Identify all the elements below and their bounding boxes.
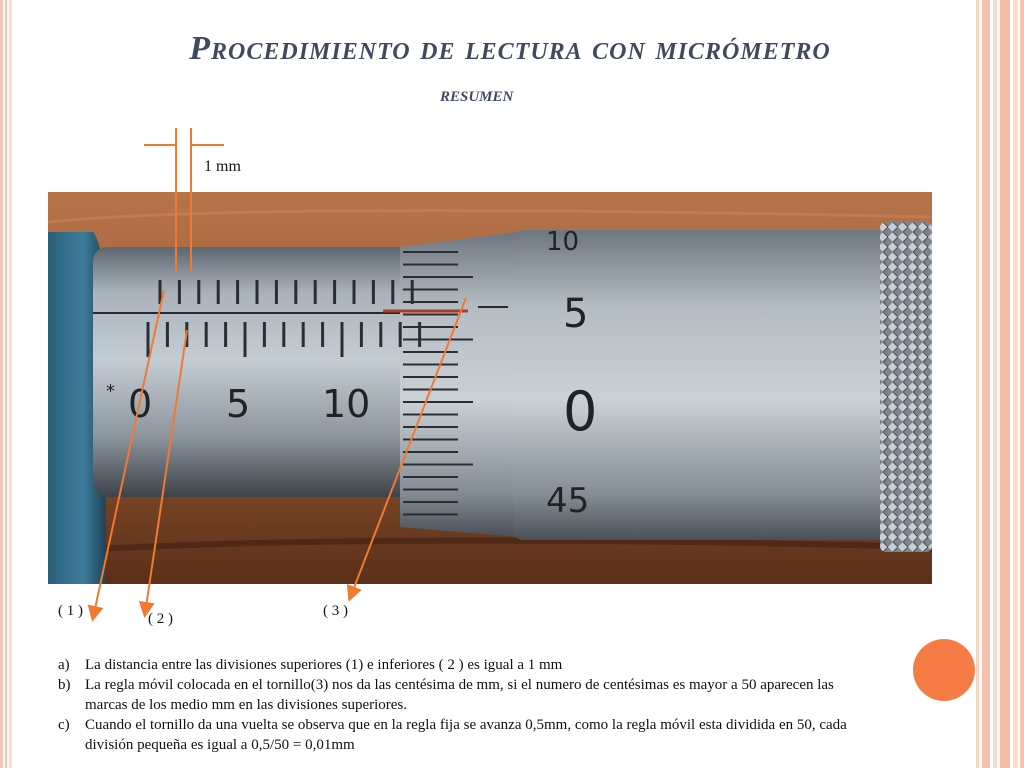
note-c — [58, 715, 858, 755]
notes-list — [58, 655, 858, 755]
note-text: La distancia entre las divisiones superiores (1) e inferiores ( 2 ) es igual a 1 mm — [85, 657, 563, 673]
sleeve-number-10: 10 — [322, 382, 371, 426]
note-text: La regla móvil colocada en el tornillo(3) nos da las centésima de mm, si el numero de centésimas es mayor a 50 aparecen las marcas de los medio mm en las divisiones superiores. — [85, 677, 834, 713]
svg-text:*: * — [106, 381, 115, 402]
note-marker: a) — [58, 657, 70, 673]
micrometer-photo — [48, 192, 932, 584]
label-3: ( 3 ) — [323, 603, 348, 619]
thimble-number-0: 0 — [563, 380, 598, 443]
thimble-number-5: 5 — [563, 291, 589, 337]
sleeve-number-5: 5 — [226, 382, 251, 426]
right-border-stripes — [976, 0, 1024, 768]
left-border-stripes — [0, 0, 14, 768]
label-1: ( 1 ) — [58, 603, 83, 619]
note-text: Cuando el tornillo da una vuelta se observa que en la regla fija se avanza 0,5mm, como la regla móvil esta dividida en 50, cada división pequeña es igual a 0,5/50 = 0,01mm — [85, 717, 847, 753]
thimble-number-45: 45 — [546, 481, 590, 521]
note-marker: b) — [58, 677, 71, 693]
slide-subtitle: resumen — [440, 82, 514, 106]
note-marker: c) — [58, 717, 70, 733]
slide-title: Procedimiento de lectura con micrómetro — [189, 30, 831, 67]
label-2: ( 2 ) — [148, 611, 173, 627]
thimble-number-10: 10 — [546, 227, 580, 257]
dimension-label: 1 mm — [204, 158, 241, 175]
note-a — [58, 655, 858, 675]
accent-circle — [913, 639, 975, 701]
note-b — [58, 675, 858, 715]
sleeve-number-0: 0 — [128, 382, 153, 426]
